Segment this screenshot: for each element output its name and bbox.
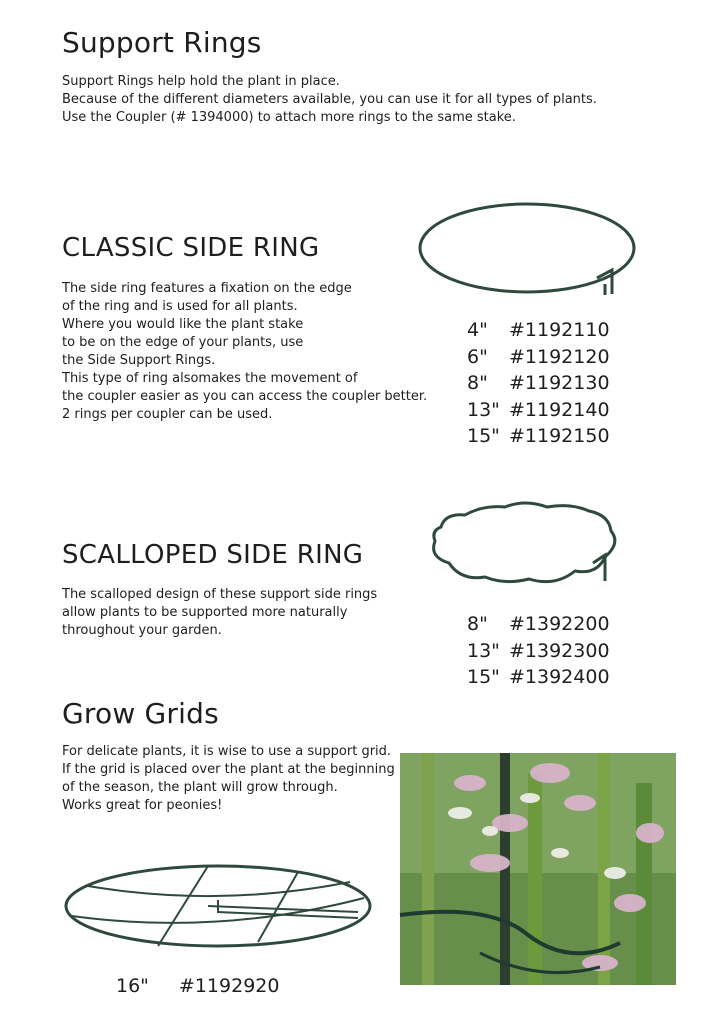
scalloped-line: allow plants to be supported more naturally [62,605,348,620]
grid-size: 16" [116,975,149,997]
classic-line: 2 rings per coupler can be used. [62,407,273,422]
article-number: #1192140 [509,398,610,421]
article-number: #1392300 [509,639,610,662]
code-row [467,397,610,424]
intro-paragraph [62,73,597,127]
ring-size: 15" [467,666,500,688]
page-title: Support Rings [62,26,262,59]
grid-article-number: #1192920 [178,975,280,997]
acanthus-plant-photo [400,753,676,985]
intro-line: Use the Coupler (# 1394000) to attach more rings to the same stake. [62,110,516,125]
scalloped-section-title: SCALLOPED SIDE RING [62,540,364,570]
article-number: #1192150 [509,425,610,447]
classic-line: This type of ring alsomakes the movement of [62,371,358,386]
classic-line: The side ring features a fixation on the edge [62,281,352,296]
grid-line: For delicate plants, it is wise to use a support grid. [62,744,392,759]
classic-line: of the ring and is used for all plants. [62,299,298,314]
code-row [467,344,610,371]
classic-line: the coupler easier as you can access the coupler better. [62,389,428,404]
ring-size: 8" [467,613,488,635]
scalloped-line: throughout your garden. [62,623,222,638]
classic-line: Where you would like the plant stake [62,317,304,332]
grid-line: Works great for peonies! [62,798,223,813]
scalloped-description [62,586,377,640]
code-row [467,611,610,638]
scalloped-ring-illustration [425,497,625,587]
ring-size: 6" [467,345,488,368]
classic-line: the Side Support Rings. [62,353,216,368]
classic-description [62,280,427,424]
article-number: #1192110 [509,319,610,341]
scalloped-code-list [467,611,610,691]
grid-code-row [116,973,279,1000]
grid-line: of the season, the plant will grow through. [62,780,338,795]
code-row [467,370,610,397]
intro-line: Because of the different diameters available, you can use it for all types of plants. [62,92,597,107]
article-number: #1192120 [509,345,610,368]
classic-section-title: CLASSIC SIDE RING [62,233,320,263]
scalloped-line: The scalloped design of these support side rings [62,587,378,602]
intro-line: Support Rings help hold the plant in place. [62,74,340,89]
grow-grids-description [62,743,395,815]
ring-size: 8" [467,372,488,394]
code-row [467,664,610,691]
code-row [467,638,610,665]
article-number: #1392400 [509,666,610,688]
grid-line: If the grid is placed over the plant at the beginning [62,762,395,777]
classic-ring-illustration [415,198,645,298]
ring-size: 4" [467,319,488,341]
code-row [467,317,610,344]
ring-size: 13" [467,398,500,421]
grow-grids-title: Grow Grids [62,697,219,730]
article-number: #1192130 [509,372,610,394]
article-number: #1392200 [509,613,610,635]
classic-code-list [467,317,610,450]
ring-size: 15" [467,425,500,447]
ring-size: 13" [467,639,500,662]
classic-line: to be on the edge of your plants, use [62,335,304,350]
code-row [467,423,610,450]
grow-grid-illustration [58,858,378,958]
